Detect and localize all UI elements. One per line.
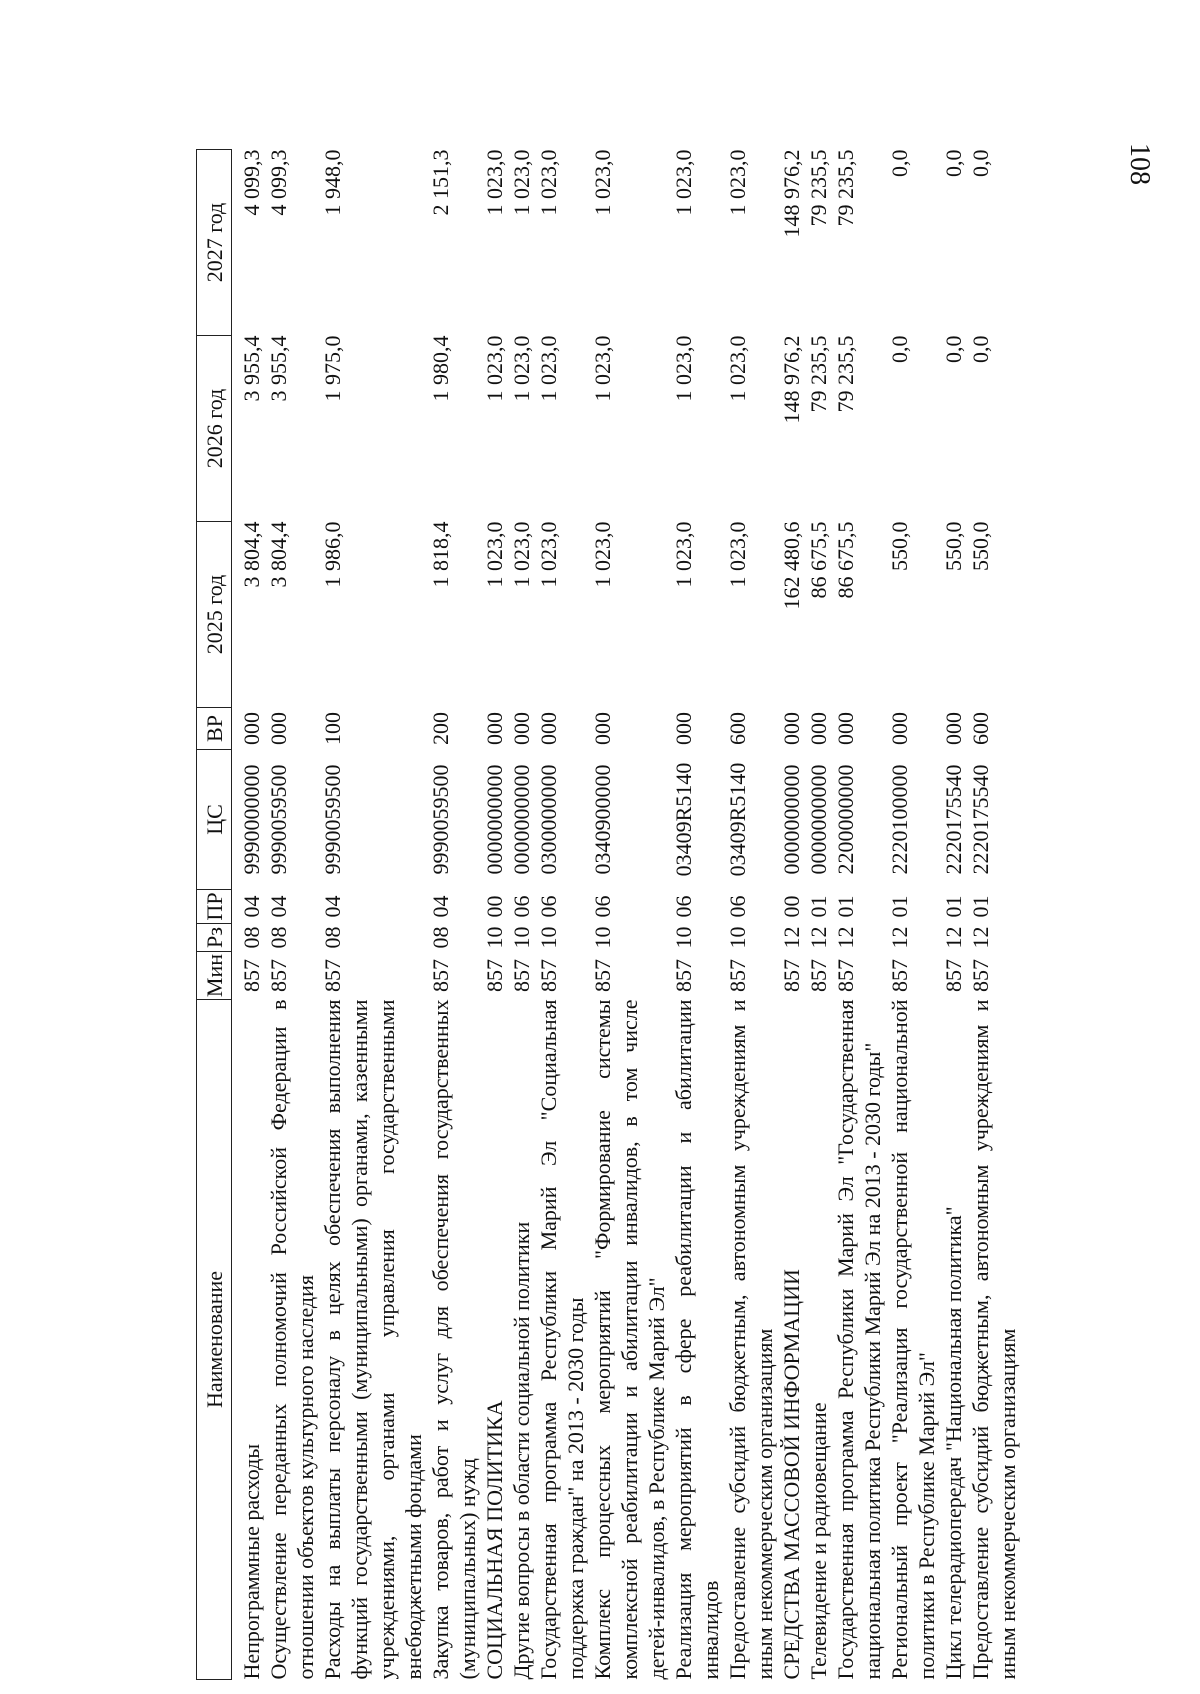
cell-vr: 000	[887, 712, 912, 745]
cell-2026: 1 023,0	[482, 335, 507, 402]
cell-2027: 148 976,2	[779, 149, 804, 238]
cell-min: 857	[536, 959, 561, 992]
header-2025: 2025 год	[197, 522, 232, 708]
cell-vr: 000	[806, 712, 831, 745]
cell-rz: 12	[968, 926, 993, 949]
cell-min: 857	[941, 959, 966, 992]
cell-2027: 1 948,0	[320, 149, 345, 216]
table-row	[265, 150, 319, 1680]
cell-name: Непрограммные расходы	[239, 1443, 264, 1680]
cell-cs: 9990000000	[239, 764, 264, 875]
cell-2025: 162 480,6	[779, 521, 804, 610]
cell-2026: 0,0	[941, 335, 966, 363]
cell-name: Другие вопросы в области социальной политики	[509, 1221, 534, 1680]
cell-2025: 1 023,0	[590, 521, 615, 588]
cell-pr: 01	[806, 895, 831, 918]
table-row	[778, 150, 805, 1680]
table-row	[508, 150, 535, 1680]
cell-min: 857	[428, 959, 453, 992]
cell-pr: 01	[941, 895, 966, 918]
cell-2025: 3 804,4	[266, 521, 291, 588]
budget-table	[196, 149, 1021, 1680]
cell-pr: 06	[590, 895, 615, 918]
cell-2027: 0,0	[941, 149, 966, 177]
cell-2025: 550,0	[941, 521, 966, 571]
cell-min: 857	[590, 959, 615, 992]
cell-rz: 08	[320, 926, 345, 949]
cell-cs: 0300000000	[536, 764, 561, 875]
cell-pr: 04	[239, 895, 264, 918]
header-rz: Рз	[197, 924, 232, 952]
cell-2027: 79 235,5	[806, 149, 831, 227]
cell-rz: 10	[536, 926, 561, 949]
cell-2026: 1 975,0	[320, 335, 345, 402]
cell-rz: 10	[509, 926, 534, 949]
cell-rz: 12	[806, 926, 831, 949]
cell-rz: 12	[941, 926, 966, 949]
cell-2025: 550,0	[887, 521, 912, 571]
table-row	[319, 150, 427, 1680]
cell-cs: 2220100000	[887, 764, 912, 875]
cell-rz: 08	[428, 926, 453, 949]
cell-pr: 04	[266, 895, 291, 918]
cell-min: 857	[239, 959, 264, 992]
cell-vr: 000	[833, 712, 858, 745]
cell-pr: 01	[887, 895, 912, 918]
cell-vr: 000	[509, 712, 534, 745]
cell-vr: 600	[968, 712, 993, 745]
table-row	[670, 150, 724, 1680]
cell-name: Закупка товаров, работ и услуг для обеспечения государственных (муниципальных) нужд	[428, 999, 480, 1680]
cell-name: Осуществление переданных полномочий Российской Федерации в отношении объектов культурного наследия	[266, 999, 318, 1680]
cell-2027: 1 023,0	[482, 149, 507, 216]
cell-name: Государственная программа Республики Марий Эл "Социальная поддержка граждан" на 2013 - 2030 годы	[536, 999, 588, 1680]
cell-min: 857	[320, 959, 345, 992]
header-2026: 2026 год	[197, 336, 232, 522]
cell-name: Предоставление субсидий бюджетным, автономным учреждениям и иным некоммерческим организациям	[725, 999, 777, 1680]
header-vr: ВР	[197, 708, 232, 750]
cell-2027: 1 023,0	[536, 149, 561, 216]
table-row	[832, 150, 886, 1680]
header-min: Мин	[197, 952, 232, 1000]
cell-2027: 79 235,5	[833, 149, 858, 227]
table-row	[805, 150, 832, 1680]
page-number: 108	[1124, 143, 1155, 185]
cell-vr: 000	[590, 712, 615, 745]
cell-vr: 600	[725, 712, 750, 745]
cell-name: Цикл телерадиопередач "Национальная политика"	[941, 1206, 966, 1680]
cell-min: 857	[725, 959, 750, 992]
cell-name: СРЕДСТВА МАССОВОЙ ИНФОРМАЦИИ	[779, 1269, 804, 1680]
cell-name: Расходы на выплаты персоналу в целях обеспечения выполнения функций государственными (муниципальными) органами, казенными учреждениями, органами управления государственными внебюджетными фондами	[320, 999, 426, 1680]
cell-name: Телевидение и радиовещание	[806, 1402, 831, 1680]
cell-2026: 1 023,0	[725, 335, 750, 402]
cell-2025: 86 675,5	[833, 521, 858, 599]
table-row	[232, 150, 266, 1680]
cell-pr: 06	[536, 895, 561, 918]
cell-2027: 0,0	[887, 149, 912, 177]
cell-2027: 1 023,0	[590, 149, 615, 216]
cell-cs: 2220175540	[941, 764, 966, 875]
cell-name: Государственная программа Республики Марий Эл "Государственная национальная политика Республики Марий Эл на 2013 - 2030 годы"	[833, 999, 885, 1680]
cell-rz: 10	[671, 926, 696, 949]
cell-2026: 79 235,5	[806, 335, 831, 413]
cell-vr: 000	[536, 712, 561, 745]
cell-2026: 0,0	[887, 335, 912, 363]
cell-name: Предоставление субсидий бюджетным, автономным учреждениям и иным некоммерческим организациям	[968, 999, 1020, 1680]
cell-pr: 06	[725, 895, 750, 918]
cell-2025: 1 818,4	[428, 521, 453, 588]
cell-vr: 000	[941, 712, 966, 745]
cell-cs: 0000000000	[509, 764, 534, 875]
cell-rz: 12	[833, 926, 858, 949]
cell-pr: 04	[428, 895, 453, 918]
cell-pr: 04	[320, 895, 345, 918]
cell-min: 857	[779, 959, 804, 992]
table-row	[427, 150, 481, 1680]
header-pr: ПР	[197, 890, 232, 924]
cell-vr: 000	[671, 712, 696, 745]
table-row	[589, 150, 670, 1680]
cell-2025: 1 986,0	[320, 521, 345, 588]
cell-cs: 2220175540	[968, 764, 993, 875]
cell-2026: 0,0	[968, 335, 993, 363]
cell-cs: 9990059500	[428, 764, 453, 875]
cell-vr: 000	[482, 712, 507, 745]
cell-2025: 550,0	[968, 521, 993, 571]
cell-name: Региональный проект "Реализация государственной национальной политики в Республике Марий Эл"	[887, 999, 939, 1680]
header-name: Наименование	[197, 1000, 232, 1680]
cell-2027: 1 023,0	[509, 149, 534, 216]
table-row	[886, 150, 940, 1680]
cell-rz: 10	[590, 926, 615, 949]
cell-2027: 2 151,3	[428, 149, 453, 216]
cell-min: 857	[671, 959, 696, 992]
cell-2025: 1 023,0	[725, 521, 750, 588]
header-2027: 2027 год	[197, 150, 232, 336]
table-row	[481, 150, 508, 1680]
cell-pr: 06	[671, 895, 696, 918]
cell-2026: 1 023,0	[671, 335, 696, 402]
cell-2025: 1 023,0	[536, 521, 561, 588]
table-row	[967, 150, 1021, 1680]
cell-vr: 000	[266, 712, 291, 745]
cell-rz: 12	[887, 926, 912, 949]
cell-2025: 86 675,5	[806, 521, 831, 599]
table-row	[535, 150, 589, 1680]
cell-name: Комплекс процессных мероприятий "Формирование системы комплексной реабилитации и абилитации инвалидов, в том числе детей-инвалидов, в Республике Марий Эл"	[590, 999, 669, 1680]
cell-rz: 10	[482, 926, 507, 949]
cell-cs: 0000000000	[779, 764, 804, 875]
cell-2025: 1 023,0	[671, 521, 696, 588]
cell-pr: 00	[779, 895, 804, 918]
cell-rz: 08	[239, 926, 264, 949]
cell-2026: 1 023,0	[536, 335, 561, 402]
cell-min: 857	[887, 959, 912, 992]
cell-2027: 4 099,3	[266, 149, 291, 216]
cell-2026: 1 980,4	[428, 335, 453, 402]
cell-2027: 1 023,0	[725, 149, 750, 216]
cell-vr: 100	[320, 712, 345, 745]
cell-min: 857	[833, 959, 858, 992]
cell-2025: 1 023,0	[482, 521, 507, 588]
cell-cs: 9990059500	[266, 764, 291, 875]
cell-cs: 2200000000	[833, 764, 858, 875]
cell-2027: 4 099,3	[239, 149, 264, 216]
cell-rz: 08	[266, 926, 291, 949]
cell-2026: 3 955,4	[239, 335, 264, 402]
cell-2025: 3 804,4	[239, 521, 264, 588]
cell-vr: 000	[779, 712, 804, 745]
cell-cs: 03409R5140	[725, 762, 750, 877]
cell-2026: 1 023,0	[509, 335, 534, 402]
cell-pr: 01	[968, 895, 993, 918]
cell-2026: 1 023,0	[590, 335, 615, 402]
cell-2027: 1 023,0	[671, 149, 696, 216]
cell-pr: 00	[482, 895, 507, 918]
cell-2026: 3 955,4	[266, 335, 291, 402]
rotated-page-content	[196, 150, 1036, 1680]
cell-cs: 0340900000	[590, 764, 615, 875]
cell-min: 857	[806, 959, 831, 992]
cell-min: 857	[266, 959, 291, 992]
cell-2025: 1 023,0	[509, 521, 534, 588]
table-header-row	[197, 150, 232, 1680]
cell-cs: 03409R5140	[671, 762, 696, 877]
cell-vr: 000	[239, 712, 264, 745]
cell-rz: 10	[725, 926, 750, 949]
cell-2026: 79 235,5	[833, 335, 858, 413]
cell-pr: 01	[833, 895, 858, 918]
cell-min: 857	[482, 959, 507, 992]
table-row	[724, 150, 778, 1680]
cell-rz: 12	[779, 926, 804, 949]
cell-name: СОЦИАЛЬНАЯ ПОЛИТИКА	[482, 1400, 507, 1680]
header-cs: ЦС	[197, 750, 232, 890]
cell-cs: 0000000000	[806, 764, 831, 875]
cell-cs: 0000000000	[482, 764, 507, 875]
cell-name: Реализация мероприятий в сфере реабилитации и абилитации инвалидов	[671, 999, 723, 1680]
cell-cs: 9990059500	[320, 764, 345, 875]
table-row	[940, 150, 967, 1680]
cell-min: 857	[968, 959, 993, 992]
cell-pr: 06	[509, 895, 534, 918]
cell-min: 857	[509, 959, 534, 992]
cell-2026: 148 976,2	[779, 335, 804, 424]
cell-vr: 200	[428, 712, 453, 745]
cell-2027: 0,0	[968, 149, 993, 177]
